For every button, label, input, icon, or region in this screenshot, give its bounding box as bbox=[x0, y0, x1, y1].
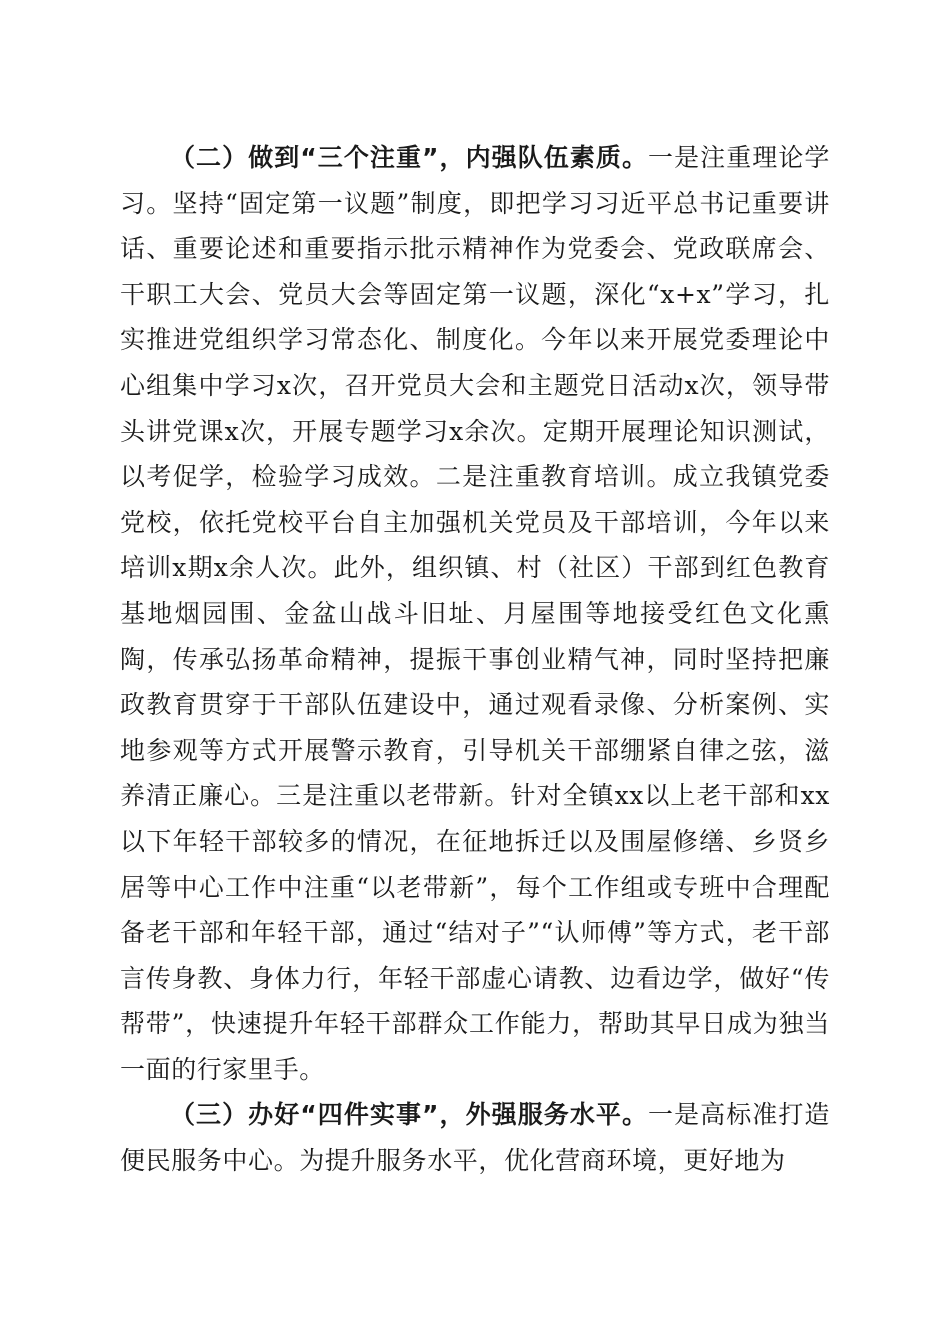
paragraph-section-3 bbox=[120, 1092, 830, 1183]
paragraph-section-2 bbox=[120, 135, 830, 1092]
section-heading-2: （二）做到“三个注重”，内强队伍素质。 bbox=[170, 143, 649, 172]
section-body-2: 一是注重理论学习。坚持“固定第一议题”制度，即把学习习近平总书记重要讲话、重要论述和重要指示批示精神作为党委会、党政联席会、干职工大会、党员大会等固定第一议题，深化“x+x”学习，扎实推进党组织学习常态化、制度化。今年以来开展党委理论中心组集中学习x次，召开党员大会和主题党日活动x次，领导带头讲党课x次，开展专题学习x余次。定期开展理论知识测试，以考促学，检验学习成效。二是注重教育培训。成立我镇党委党校，依托党校平台自主加强机关党员及干部培训，今年以来培训x期x余人次。此外，组织镇、村（社区）干部到红色教育基地烟园围、金盆山战斗旧址、月屋围等地接受红色文化熏陶，传承弘扬革命精神，提振干事创业精气神，同时坚持把廉政教育贯穿于干部队伍建设中，通过观看录像、分析案例、实地参观等方式开展警示教育，引导机关干部绷紧自律之弦，滋养清正廉心。三是注重以老带新。针对全镇xx以上老干部和xx以下年轻干部较多的情况，在征地拆迁以及围屋修缮、乡贤乡居等中心工作中注重“以老带新”，每个工作组或专班中合理配备老干部和年轻干部，通过“结对子”“认师傅”等方式，老干部言传身教、身体力行，年轻干部虚心请教、边看边学，做好“传帮带”，快速提升年轻干部群众工作能力，帮助其早日成为独当一面的行家里手。 bbox=[120, 143, 830, 1084]
section-heading-3: （三）办好“四件实事”，外强服务水平。 bbox=[170, 1100, 649, 1130]
section-body-3: 一是高标准打造便民服务中心。为提升服务水平，优化营商环境，更好地为 bbox=[120, 1100, 830, 1176]
document-body bbox=[120, 135, 830, 1184]
